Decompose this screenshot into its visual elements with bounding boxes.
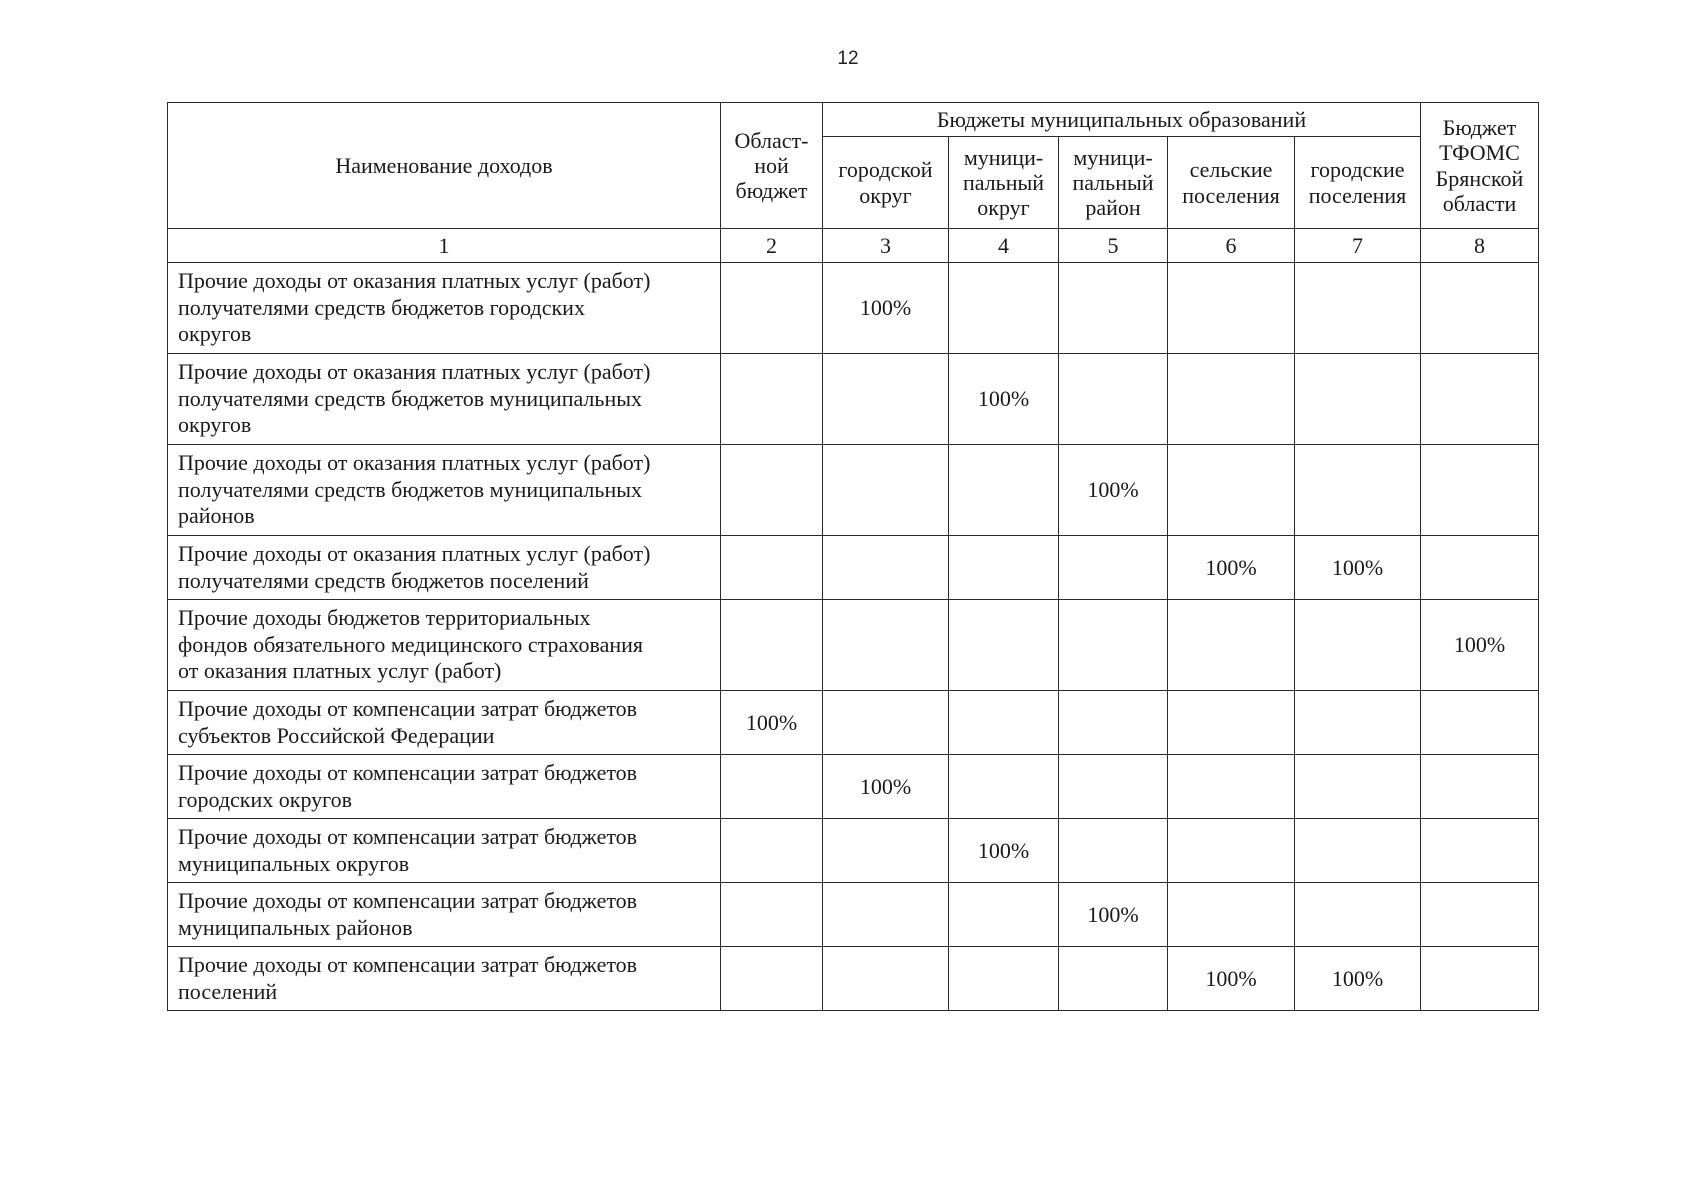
share-cell (1059, 354, 1168, 445)
share-cell: 100% (721, 691, 823, 755)
share-cell: 100% (1168, 947, 1295, 1011)
share-cell (721, 263, 823, 354)
column-number: 1 (168, 229, 721, 263)
share-cell (1295, 445, 1421, 536)
income-name-cell (168, 445, 721, 536)
income-name-cell (168, 691, 721, 755)
share-cell: 100% (1295, 947, 1421, 1011)
income-name-line: Прочие доходы от компенсации затрат бюджетов (178, 824, 638, 850)
share-cell (1295, 883, 1421, 947)
header-tfoms-budget-line: области (1442, 190, 1517, 216)
share-cell (823, 947, 949, 1011)
share-cell (1059, 691, 1168, 755)
share-cell (1059, 263, 1168, 354)
share-cell: 100% (949, 354, 1059, 445)
income-name-line: Прочие доходы бюджетов территориальных (178, 605, 591, 631)
header-regional-budget-line: бюджет (735, 178, 808, 204)
share-cell (1421, 263, 1539, 354)
header-urban-settlements-line: городские (1310, 157, 1405, 183)
header-municipal-raion-line: район (1085, 195, 1141, 221)
share-cell (1421, 883, 1539, 947)
share-cell (1421, 445, 1539, 536)
share-cell (1295, 263, 1421, 354)
share-cell (949, 445, 1059, 536)
header-income-name-label: Наименование доходов (335, 152, 553, 178)
share-cell (1421, 536, 1539, 600)
share-cell (1168, 445, 1295, 536)
column-number: 6 (1168, 229, 1295, 263)
income-name-line: Прочие доходы от оказания платных услуг (работ) (178, 268, 651, 294)
income-name-line: Прочие доходы от компенсации затрат бюджетов (178, 696, 638, 722)
share-cell (1421, 819, 1539, 883)
share-cell (721, 755, 823, 819)
table-row (168, 445, 1539, 536)
header-city-district (823, 137, 949, 229)
income-name-line: субъектов Российской Федерации (178, 722, 495, 748)
column-number: 2 (721, 229, 823, 263)
share-cell (1421, 354, 1539, 445)
share-cell: 100% (823, 755, 949, 819)
table-row (168, 819, 1539, 883)
header-municipal-okrug (949, 137, 1059, 229)
share-cell: 100% (1059, 445, 1168, 536)
share-cell (1059, 536, 1168, 600)
page-number: 12 (837, 48, 859, 69)
share-cell (721, 445, 823, 536)
income-name-line: получателями средств бюджетов муниципальных (178, 385, 642, 411)
table-row (168, 947, 1539, 1011)
table-row (168, 883, 1539, 947)
share-cell (1295, 691, 1421, 755)
column-number: 8 (1421, 229, 1539, 263)
income-name-line: муниципальных округов (178, 850, 410, 876)
header-tfoms-budget-line: Бюджет (1442, 114, 1517, 140)
column-number: 7 (1295, 229, 1421, 263)
table-row (168, 263, 1539, 354)
income-name-line: округов (178, 412, 252, 438)
table-row (168, 691, 1539, 755)
share-cell (949, 883, 1059, 947)
income-name-line: Прочие доходы от оказания платных услуг (работ) (178, 541, 651, 567)
share-cell: 100% (949, 819, 1059, 883)
share-cell (823, 445, 949, 536)
income-name-line: Прочие доходы от оказания платных услуг (работ) (178, 359, 651, 385)
share-cell (721, 947, 823, 1011)
share-cell (1421, 755, 1539, 819)
header-municipal-okrug-line: пальный (962, 169, 1045, 195)
share-cell (1295, 354, 1421, 445)
table-row (168, 536, 1539, 600)
income-name-line: районов (178, 503, 255, 529)
share-cell (949, 536, 1059, 600)
income-name-line: Прочие доходы от оказания платных услуг (работ) (178, 450, 651, 476)
share-cell (721, 883, 823, 947)
share-cell (823, 600, 949, 691)
share-cell (823, 536, 949, 600)
header-municipal-okrug-line: округ (977, 195, 1030, 221)
header-regional-budget-line: Област- (734, 127, 809, 153)
income-name-line: муниципальных районов (178, 914, 413, 940)
share-cell (1295, 755, 1421, 819)
income-name-cell (168, 755, 721, 819)
header-income-name (168, 103, 721, 229)
share-cell (823, 691, 949, 755)
income-name-line: фондов обязательного медицинского страхования (178, 631, 643, 657)
header-municipal-budgets (823, 103, 1421, 137)
income-name-line: Прочие доходы от компенсации затрат бюджетов (178, 888, 638, 914)
income-name-line: округов (178, 321, 252, 347)
header-regional-budget (721, 103, 823, 229)
header-municipal-raion-line: муници- (1073, 144, 1153, 170)
header-municipal-raion (1059, 137, 1168, 229)
income-name-cell (168, 354, 721, 445)
share-cell (1168, 883, 1295, 947)
share-cell (823, 354, 949, 445)
share-cell (721, 354, 823, 445)
header-rural-settlements-line: поселения (1182, 182, 1280, 208)
share-cell (1059, 947, 1168, 1011)
share-cell (1168, 819, 1295, 883)
income-name-cell (168, 600, 721, 691)
share-cell (1295, 819, 1421, 883)
header-regional-budget-line: ной (754, 152, 789, 178)
share-cell (949, 691, 1059, 755)
income-name-line: поселений (178, 978, 278, 1004)
share-cell (823, 883, 949, 947)
income-distribution-table (167, 102, 1539, 1011)
share-cell (1059, 819, 1168, 883)
income-name-line: Прочие доходы от компенсации затрат бюджетов (178, 952, 638, 978)
income-name-line: получателями средств бюджетов городских (178, 294, 585, 320)
income-name-line: получателями средств бюджетов поселений (178, 567, 589, 593)
header-city-district-line: округ (859, 182, 912, 208)
table-row (168, 755, 1539, 819)
column-number: 5 (1059, 229, 1168, 263)
header-tfoms-budget-line: ТФОМС (1439, 140, 1520, 166)
income-name-line: получателями средств бюджетов муниципальных (178, 476, 642, 502)
share-cell (1421, 691, 1539, 755)
header-urban-settlements-line: поселения (1308, 182, 1407, 208)
header-municipal-okrug-line: муници- (963, 144, 1044, 170)
share-cell (1168, 691, 1295, 755)
column-number: 4 (949, 229, 1059, 263)
income-name-cell (168, 263, 721, 354)
income-name-line: Прочие доходы от компенсации затрат бюджетов (178, 760, 638, 786)
share-cell (721, 536, 823, 600)
income-name-cell (168, 819, 721, 883)
share-cell (949, 947, 1059, 1011)
header-municipal-raion-line: пальный (1072, 169, 1154, 195)
income-name-cell (168, 883, 721, 947)
share-cell: 100% (1168, 536, 1295, 600)
header-city-district-line: городской (838, 157, 933, 183)
share-cell: 100% (1421, 600, 1539, 691)
share-cell (1295, 600, 1421, 691)
income-name-line: городских округов (178, 786, 353, 812)
table-row (168, 354, 1539, 445)
header-municipal-budgets-label: Бюджеты муниципальных образований (936, 106, 1307, 132)
share-cell (721, 600, 823, 691)
header-tfoms-budget-line: Брянской (1435, 165, 1524, 191)
share-cell (1168, 354, 1295, 445)
share-cell (1168, 263, 1295, 354)
income-name-cell (168, 536, 721, 600)
share-cell (1421, 947, 1539, 1011)
share-cell (949, 600, 1059, 691)
share-cell: 100% (1059, 883, 1168, 947)
share-cell: 100% (1295, 536, 1421, 600)
table-row (168, 600, 1539, 691)
income-name-line: от оказания платных услуг (работ) (178, 658, 502, 684)
header-rural-settlements-line: сельские (1189, 157, 1273, 183)
income-name-cell (168, 947, 721, 1011)
share-cell (823, 819, 949, 883)
share-cell (1168, 600, 1295, 691)
header-urban-settlements (1295, 137, 1421, 229)
share-cell (1168, 755, 1295, 819)
share-cell (721, 819, 823, 883)
share-cell (949, 263, 1059, 354)
share-cell (949, 755, 1059, 819)
share-cell (1059, 600, 1168, 691)
header-rural-settlements (1168, 137, 1295, 229)
share-cell: 100% (823, 263, 949, 354)
column-number: 3 (823, 229, 949, 263)
header-tfoms-budget (1421, 103, 1539, 229)
table-body (168, 263, 1539, 1011)
share-cell (1059, 755, 1168, 819)
